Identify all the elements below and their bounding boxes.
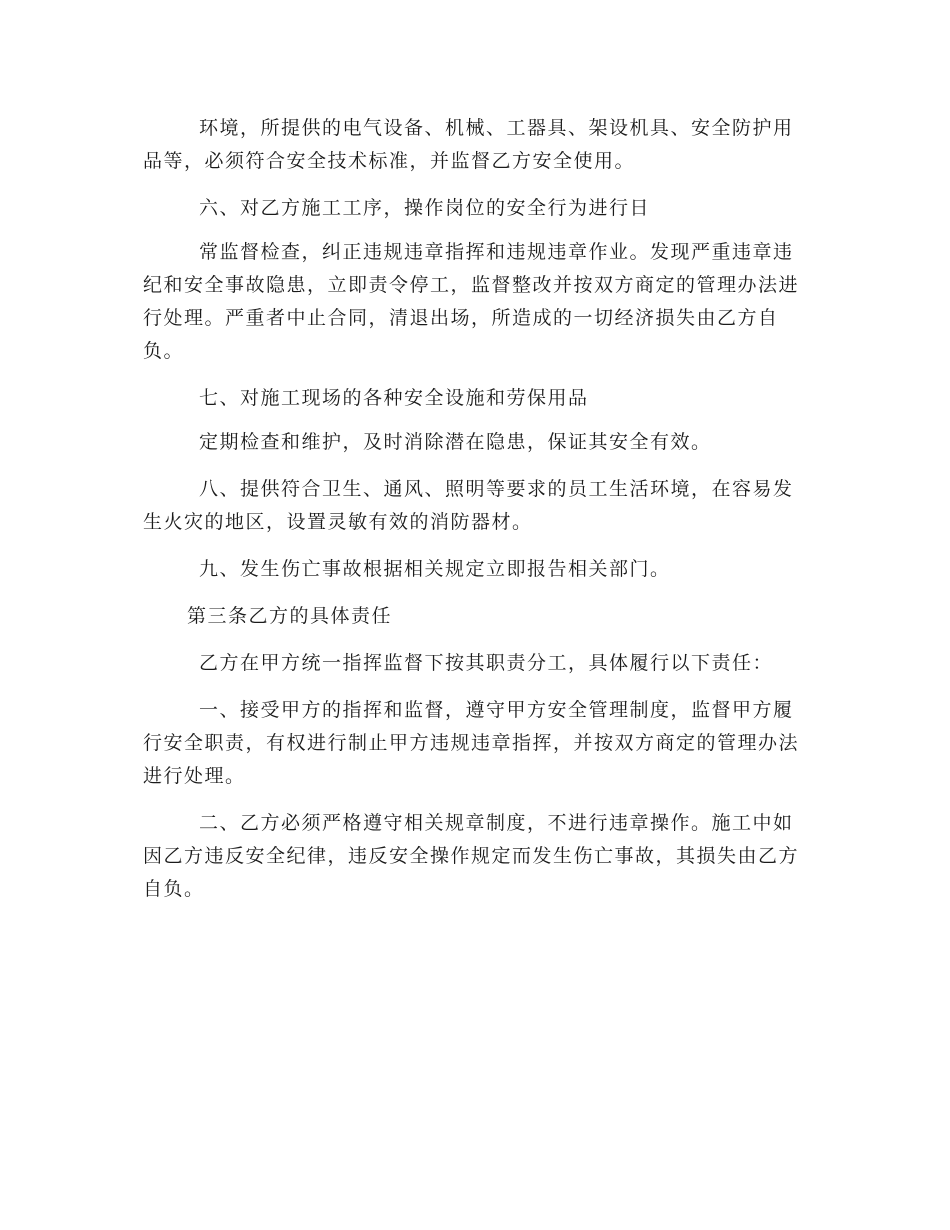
paragraph-item-6-heading: 六、对乙方施工工序，操作岗位的安全行为进行日: [199, 197, 651, 219]
paragraph-party-b-item-1: 一、接受甲方的指挥和监督，遵守甲方安全管理制度，监督甲方履行安全职责，有权进行制止甲方违规违章指挥，并按双方商定的管理办法进行处理。: [143, 699, 800, 787]
paragraph-safety-equipment: 环境，所提供的电气设备、机械、工器具、架设机具、安全防护用品等，必须符合安全技术标准，并监督乙方安全使用。: [143, 117, 794, 172]
paragraph-item-7-body: 定期检查和维护，及时消除潜在隐患，保证其安全有效。: [199, 431, 712, 453]
paragraph-party-b-item-2: 二、乙方必须严格遵守相关规章制度，不进行违章操作。施工中如因乙方违反安全纪律，违反安全操作规定而发生伤亡事故，其损失由乙方自负。: [143, 812, 800, 900]
paragraph-item-6-body: 常监督检查，纠正违规违章指挥和违规违章作业。发现严重违章违纪和安全事故隐患，立即责令停工，监督整改并按双方商定的管理办法进行处理。严重者中止合同，清退出场，所造成的一切经济损失由乙方自负。: [143, 241, 800, 362]
paragraph-item-9: 九、发生伤亡事故根据相关规定立即报告相关部门。: [199, 558, 671, 580]
paragraph-item-7-heading: 七、对施工现场的各种安全设施和劳保用品: [199, 387, 589, 409]
paragraph-party-b-intro: 乙方在甲方统一指挥监督下按其职责分工，具体履行以下责任：: [199, 652, 774, 674]
section-heading-article-3: 第三条乙方的具体责任: [187, 605, 393, 627]
paragraph-item-8: 八、提供符合卫生、通风、照明等要求的员工生活环境，在容易发生火灾的地区，设置灵敏有效的消防器材。: [143, 478, 794, 533]
document-body: [143, 112, 807, 920]
